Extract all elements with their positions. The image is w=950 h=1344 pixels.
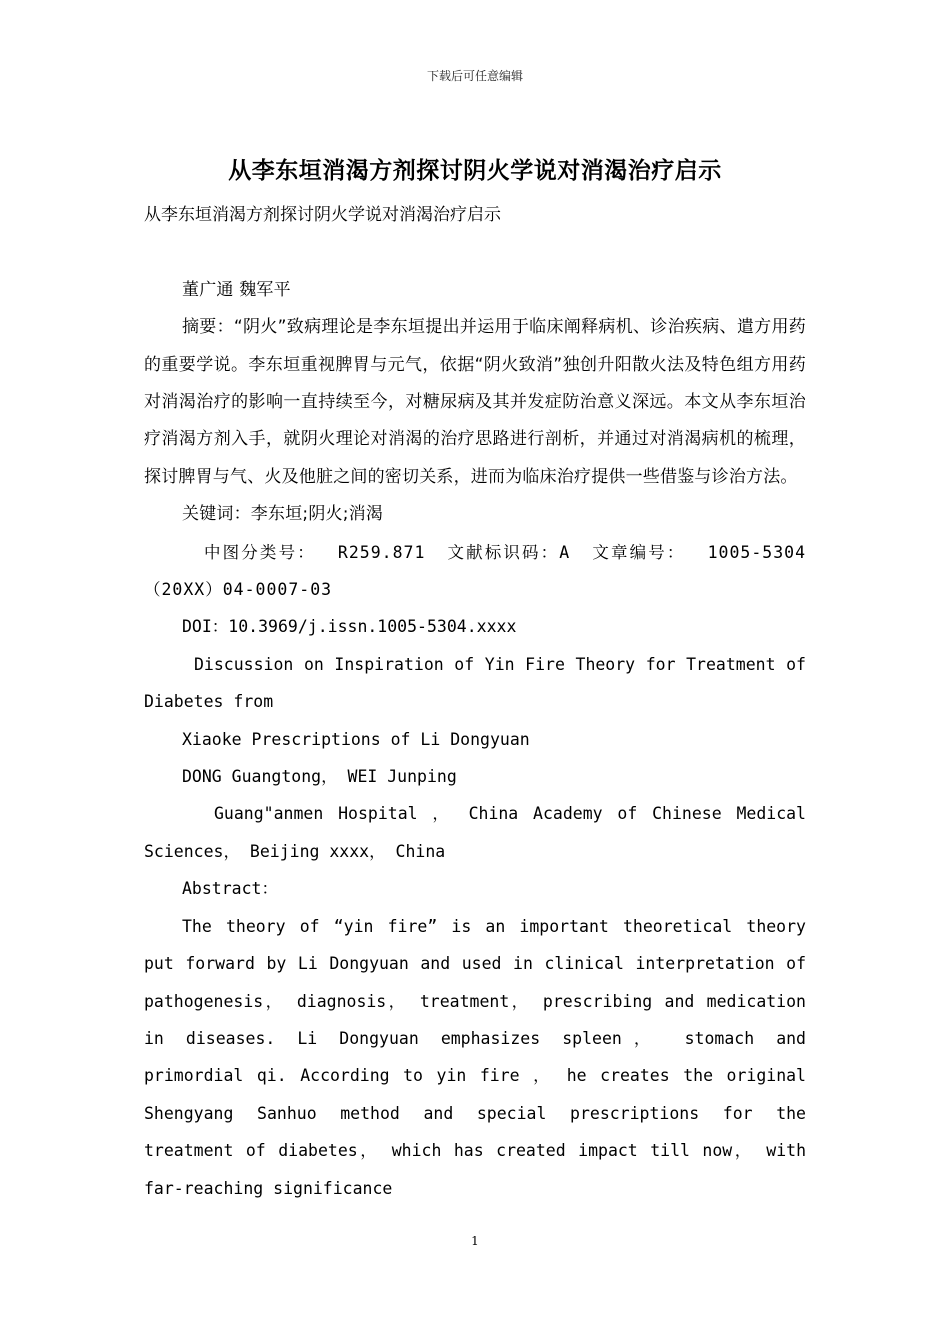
document-body bbox=[144, 197, 806, 1207]
title-en-line2: Xiaoke Prescriptions of Li Dongyuan bbox=[182, 729, 530, 749]
classification-info: 中图分类号： R259.871 文献标识码：A 文章编号： 1005-5304（20XX）04-0007-03 bbox=[144, 542, 806, 600]
keywords-cn: 关键词：李东垣;阴火;消渴 bbox=[182, 504, 384, 525]
abstract-cn: 摘要：“阴火”致病理论是李东垣提出并运用于临床阐释病机、诊治疾病、遣方用药的重要学说。李东垣重视脾胃与元气，依据“阴火致消”独创升阳散火法及特色组方用药对消渴治疗的影响一直持续至今，对糖尿病及其并发症防治意义深远。本文从李东垣治疗消渴方剂入手，就阴火理论对消渴的治疗思路进行剖析，并通过对消渴病机的梳理，探讨脾胃与气、火及他脏之间的密切关系，进而为临床治疗提供一些借鉴与诊治方法。 bbox=[144, 317, 806, 487]
affiliation-en: Guang"anmen Hospital ， China Academy of Chinese Medical Sciences， Beijing xxxx， China bbox=[144, 804, 806, 861]
subtitle: 从李东垣消渴方剂探讨阴火学说对消渴治疗启示 bbox=[144, 205, 501, 225]
title-en-line1: Discussion on Inspiration of Yin Fire Theory for Treatment of Diabetes from bbox=[144, 654, 806, 712]
authors-en: DONG Guangtong， WEI Junping bbox=[182, 767, 457, 787]
doi: DOI：10.3969/j.issn.1005-5304.xxxx bbox=[182, 617, 517, 637]
authors-cn: 董广通 魏军平 bbox=[182, 279, 291, 300]
page-number: 1 bbox=[471, 1234, 479, 1248]
header-note: 下载后可任意编辑 bbox=[426, 69, 523, 83]
abstract-label-en: Abstract： bbox=[182, 879, 278, 899]
spacer bbox=[144, 234, 806, 271]
page-title: 从李东垣消渴方剂探讨阴火学说对消渴治疗启示 bbox=[228, 158, 722, 184]
abstract-en: The theory of “yin fire” is an important theoretical theory put forward by Li Dongyuan and used in clinical interpretation of pathogenesis， diagnosis， treatment， prescribing and medication in diseases. Li Dongyuan emphasizes spleen， stomach and primordial qi. According to yin fire ， he creates the original Shengyang Sanhuo method and special prescriptions for the treatment of diabetes， which has created impact till now， with far-reaching significance bbox=[144, 916, 806, 1198]
